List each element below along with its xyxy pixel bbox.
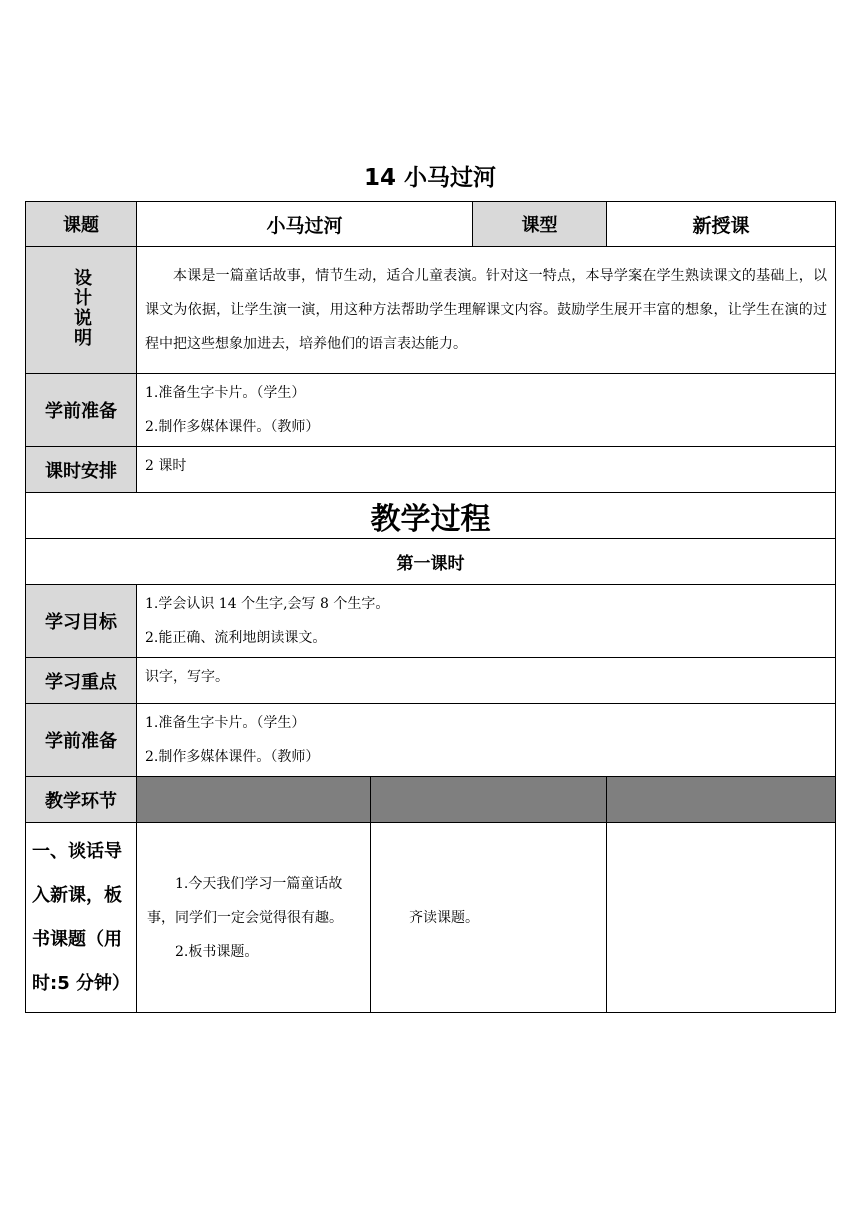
schedule-row (26, 447, 836, 493)
goal-item: 1.学会认识 14 个生字,会写 8 个生字。 (145, 596, 390, 612)
preparation-items (137, 374, 836, 447)
stage1-label: 一、谈话导入新课，板书课题（用时:5 分钟） (26, 823, 137, 1013)
preparation-label: 学前准备 (26, 374, 137, 447)
schedule-value: 2 课时 (137, 447, 836, 493)
lesson1-preparation-row (26, 704, 836, 777)
focus-row (26, 658, 836, 704)
lesson1-preparation-items (137, 704, 836, 777)
schedule-label: 课时安排 (26, 447, 137, 493)
topic-row (26, 202, 836, 247)
teacher-step: 1.今天我们学习一篇童话故事，同学们一定会觉得很有趣。 (147, 875, 343, 926)
design-label: 设计说明 (26, 247, 137, 374)
design-text: 本课是一篇童话故事，情节生动，适合儿童表演。针对这一特点，本导学案在学生熟读课文的基础上，以课文为依据，让学生演一演，用这种方法帮助学生理解课文内容。鼓励学生展开丰富的想象，让学生在演的过程中把这些想象加进去，培养他们的语言表达能力。 (137, 247, 836, 374)
preparation-item: 1.准备生字卡片。（学生） (145, 385, 306, 401)
preparation-item: 1.准备生字卡片。（学生） (145, 715, 306, 731)
preparation-item: 2.制作多媒体课件。（教师） (145, 749, 320, 765)
stage-header-notes-col (607, 777, 836, 823)
design-row (26, 247, 836, 374)
stage1-student-activity (371, 823, 607, 1013)
topic-value: 小马过河 (137, 202, 473, 247)
stage1-teacher-activity (137, 823, 371, 1013)
type-value: 新授课 (607, 202, 836, 247)
lesson1-title: 第一课时 (26, 539, 836, 585)
type-label: 课型 (473, 202, 607, 247)
stage-header-student-col (371, 777, 607, 823)
stage1-row (26, 823, 836, 1013)
process-title: 教学过程 (26, 493, 836, 539)
student-step: 齐读课题。 (409, 909, 479, 926)
lesson1-title-row (26, 539, 836, 585)
goal-item: 2.能正确、流利地朗读课文。 (145, 630, 327, 646)
teacher-step: 2.板书课题。 (175, 943, 259, 960)
goals-label: 学习目标 (26, 585, 137, 658)
stage1-notes (607, 823, 836, 1013)
focus-value: 识字，写字。 (137, 658, 836, 704)
stage-header-teacher-col (137, 777, 371, 823)
stage-header-label: 教学环节 (26, 777, 137, 823)
lesson1-preparation-label: 学前准备 (26, 704, 137, 777)
goals-row (26, 585, 836, 658)
preparation-item: 2.制作多媒体课件。（教师） (145, 419, 320, 435)
stage-header-row (26, 777, 836, 823)
topic-label: 课题 (26, 202, 137, 247)
preparation-row (26, 374, 836, 447)
lesson-plan-table (25, 201, 836, 1013)
goals-items (137, 585, 836, 658)
process-title-row (26, 493, 836, 539)
focus-label: 学习重点 (26, 658, 137, 704)
document-title: 14 小马过河 (363, 165, 496, 191)
